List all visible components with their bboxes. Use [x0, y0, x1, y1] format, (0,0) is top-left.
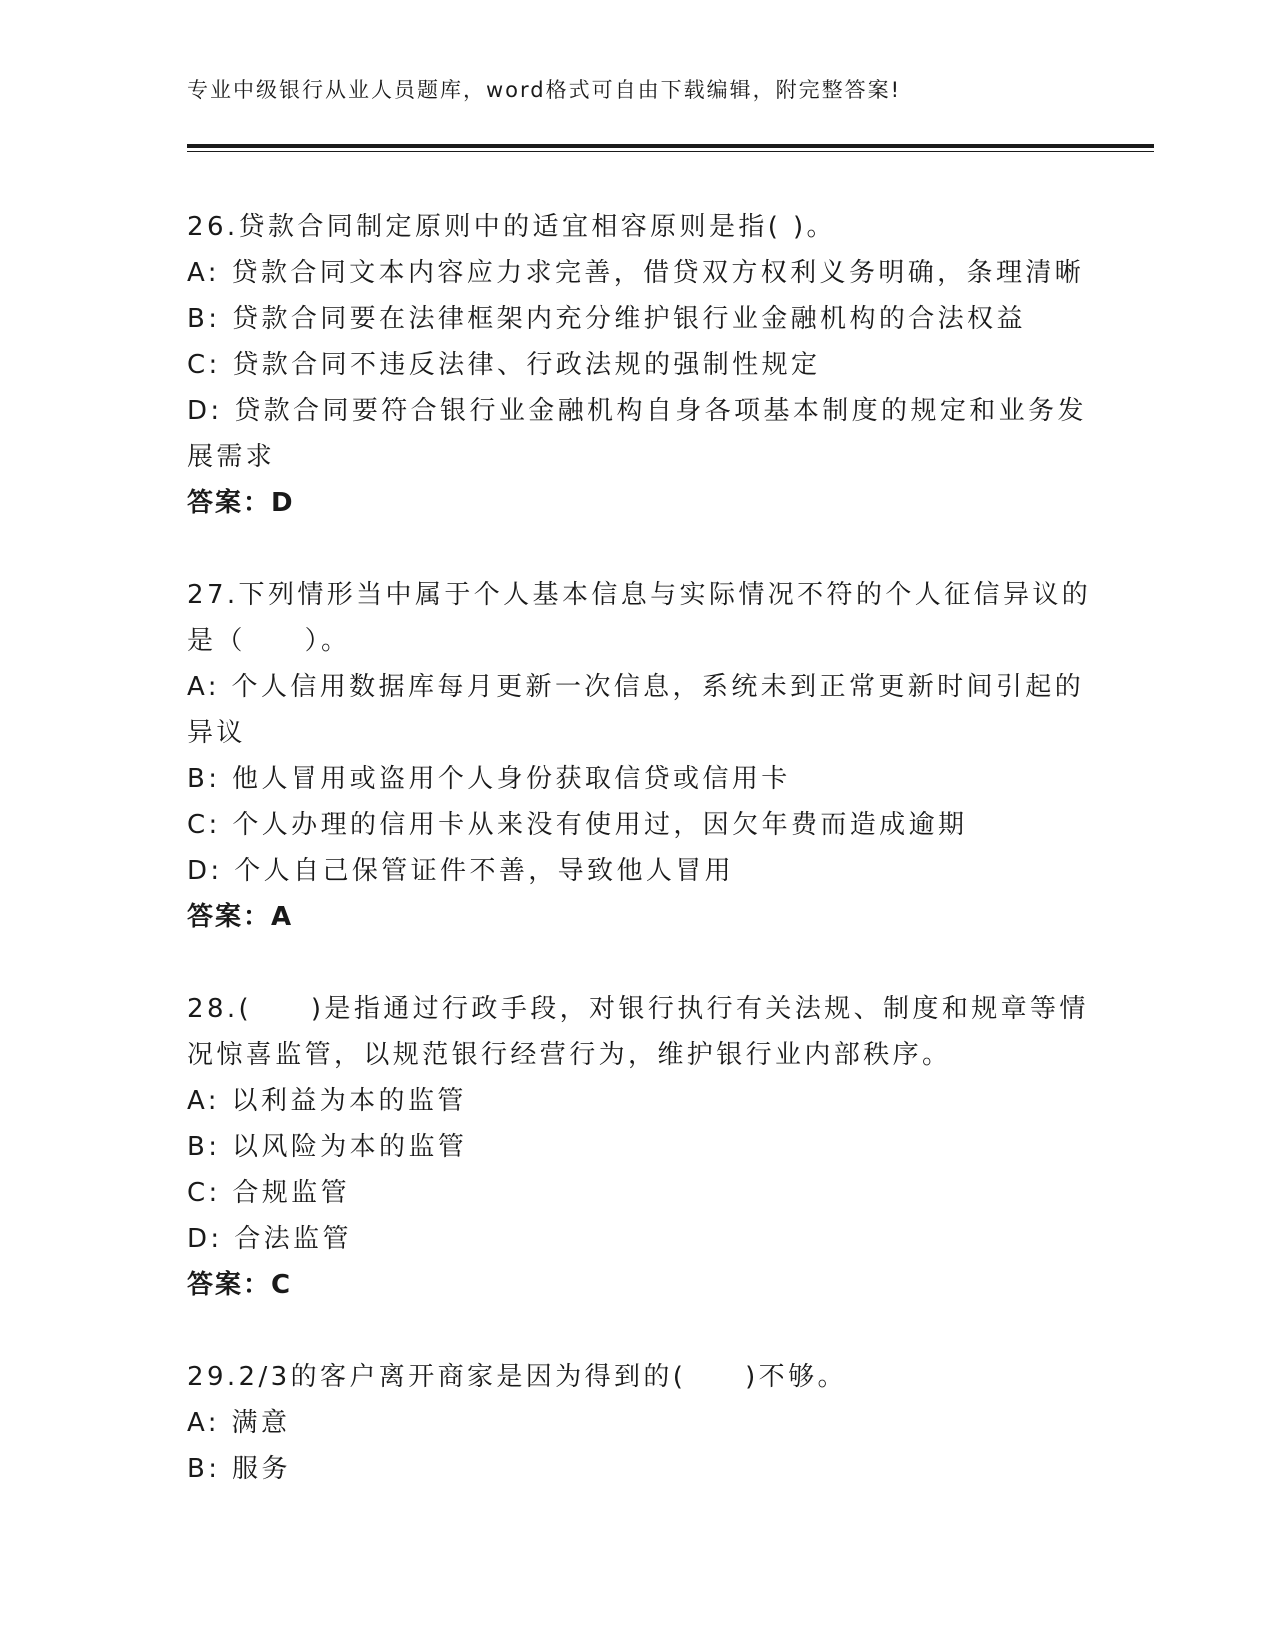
question-26: [187, 204, 1087, 526]
question-28: [187, 986, 1087, 1308]
question-stem: 27.下列情形当中属于个人基本信息与实际情况不符的个人征信异议的: [187, 580, 1092, 610]
option-a: A: 满意: [187, 1408, 291, 1438]
option-c: C: 贷款合同不违反法律、行政法规的强制性规定: [187, 350, 821, 380]
answer-label: 答案：D: [187, 488, 295, 518]
question-stem: 28.( )是指通过行政手段，对银行执行有关法规、制度和规章等情: [187, 994, 1089, 1024]
question-stem-continued: 是（ ）。: [187, 626, 351, 656]
page-header: 专业中级银行从业人员题库，word格式可自由下载编辑，附完整答案!: [187, 78, 902, 102]
option-c: C: 个人办理的信用卡从来没有使用过，因欠年费而造成逾期: [187, 810, 968, 840]
header-rule-thin: [187, 151, 1154, 152]
question-stem: 29.2/3的客户离开商家是因为得到的( )不够。: [187, 1362, 847, 1392]
option-d-continued: 展需求: [187, 442, 276, 472]
question-29: [187, 1354, 1087, 1492]
header-rule-thick: [187, 144, 1154, 148]
option-d: D: 贷款合同要符合银行业金融机构自身各项基本制度的规定和业务发: [187, 396, 1087, 426]
question-stem: 26.贷款合同制定原则中的适宜相容原则是指( )。: [187, 212, 836, 242]
option-a-continued: 异议: [187, 718, 246, 748]
option-a: A: 个人信用数据库每月更新一次信息，系统未到正常更新时间引起的: [187, 672, 1085, 702]
option-b: B: 贷款合同要在法律框架内充分维护银行业金融机构的合法权益: [187, 304, 1026, 334]
option-d: D: 合法监管: [187, 1224, 352, 1254]
option-c: C: 合规监管: [187, 1178, 350, 1208]
option-b: B: 他人冒用或盗用个人身份获取信贷或信用卡: [187, 764, 791, 794]
option-a: A: 贷款合同文本内容应力求完善，借贷双方权利义务明确，条理清晰: [187, 258, 1085, 288]
question-list: [187, 204, 1092, 1538]
answer-label: 答案：A: [187, 902, 294, 932]
option-a: A: 以利益为本的监管: [187, 1086, 467, 1116]
question-stem-continued: 况惊喜监管，以规范银行经营行为，维护银行业内部秩序。: [187, 1040, 952, 1070]
answer-label: 答案：C: [187, 1270, 293, 1300]
question-27: [187, 572, 1092, 940]
option-b: B: 服务: [187, 1454, 291, 1484]
option-b: B: 以风险为本的监管: [187, 1132, 468, 1162]
option-d: D: 个人自己保管证件不善，导致他人冒用: [187, 856, 735, 886]
